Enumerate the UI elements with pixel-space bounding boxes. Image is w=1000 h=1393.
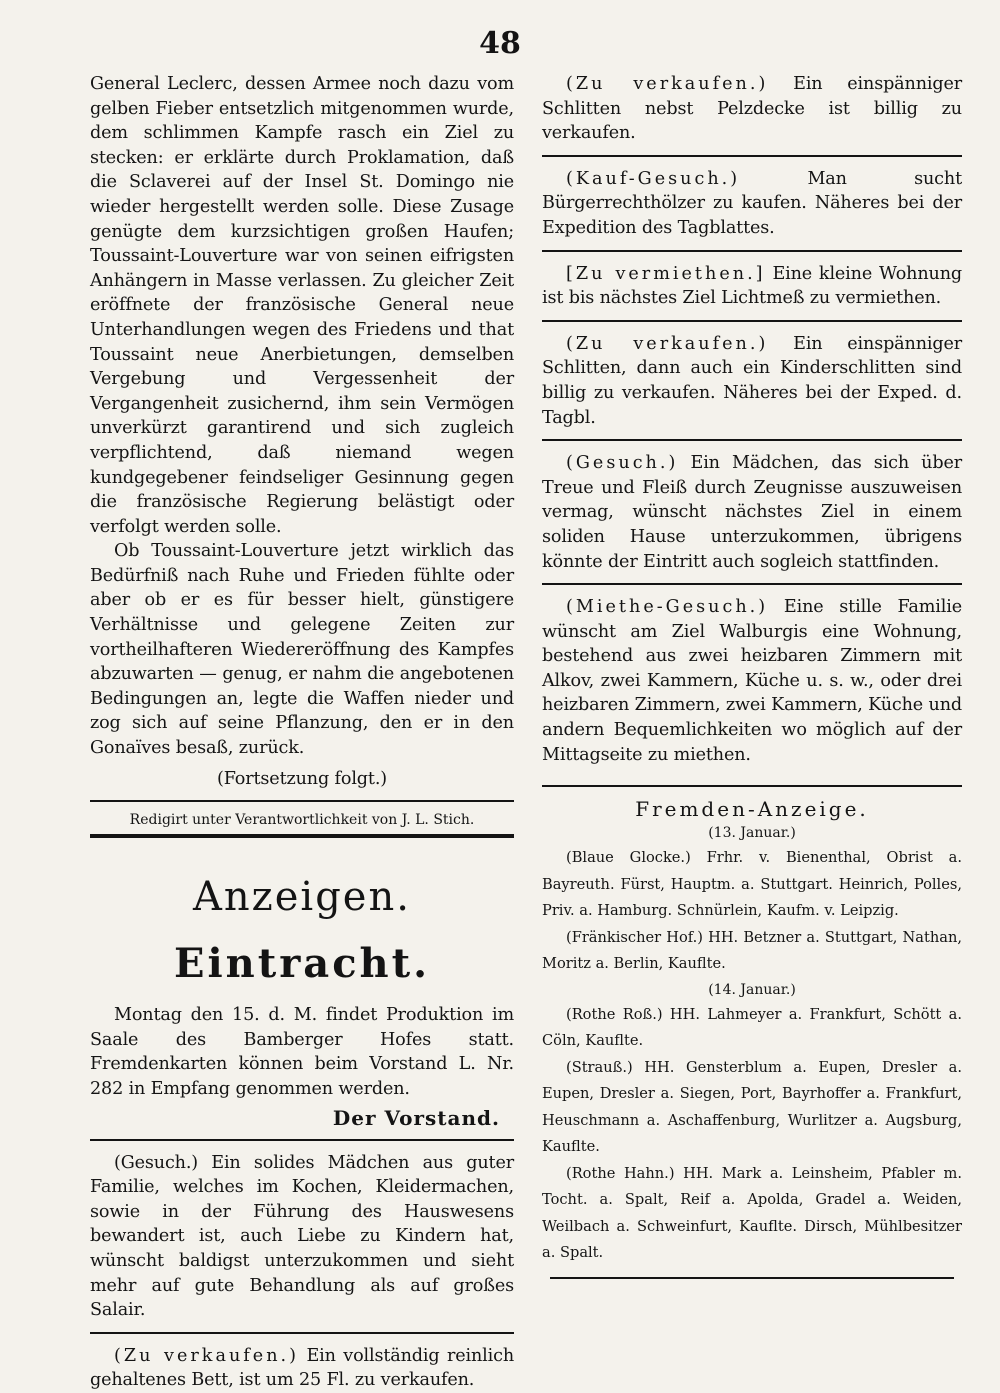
guest-entry: (Rothe Hahn.) HH. Mark a. Leinsheim, Pfabler m. Tocht. a. Spalt, Reif a. Apolda, Gradel a. Weiden, Weilbach a. Schweinfurt, Kauflte. Dirsch, Mühlbesitzer a. Spalt. xyxy=(542,1164,962,1262)
divider xyxy=(542,583,962,585)
story-paragraph-1: General Leclerc, dessen Armee noch dazu vom gelben Fieber entsetzlich mitgenommen wurde, dem schlimmen Kampfe rasch ein Ziel zu stecken: er erklärte durch Proklamation, daß die Sclaverei auf der Insel St. Domingo nie wieder hergestellt werden solle. Diese Zusage genügte dem kurzsichtigen großen Haufen; Toussaint-Louverture war von seinen eifrigsten Anhängern in Masse verlassen. Zu gleicher Zeit eröffnete der französische General neue Unterhandlungen wegen des Friedens und that Toussaint neue Anerbietungen, demselben Vergebung und Vergessenheit der Vergangenheit zusichernd, ihm sein Vermögen unverkürzt garantirend und sich zugleich verpflichtend, daß niemand wegen kundgegebener feindseliger Gesinnung gegen die französische Regierung belästigt oder verfolgt werden solle. xyxy=(90,74,514,537)
ad-text: Ein einspänniger Schlitten, dann auch ein Kinderschlitten sind billig zu verkaufen. Näheres bei der Exped. d. Tagbl. xyxy=(542,333,962,428)
right-column xyxy=(542,72,962,1289)
ad-label: (Gesuch.) xyxy=(114,1152,198,1173)
divider xyxy=(542,155,962,157)
eintracht-signature: Der Vorstand. xyxy=(332,1105,500,1130)
page-number: 48 xyxy=(479,26,521,61)
left-column xyxy=(90,72,514,1393)
eintracht-title: Eintracht. xyxy=(173,940,431,988)
ads-heading: Anzeigen. xyxy=(193,874,411,921)
ad-schlitten-2 xyxy=(542,332,962,430)
ad-text: Ein solides Mädchen aus guter Familie, welches im Kochen, Kleidermachen, sowie in der Führung des Hauswesens bewandert ist, auch Liebe zu Kindern hat, wünscht baldigst unterzukommen und sieht mehr auf gute Behandlung als auf großes Salair. xyxy=(90,1152,514,1321)
story-paragraph-2: Ob Toussaint-Louverture jetzt wirklich das Bedürfniß nach Ruhe und Frieden fühlte oder aber ob er es für besser hielt, günstigere Verhältnisse und gelegene Zeiten zur vortheilhafteren Wiedereröffnung des Kampfes abzuwarten — genug, er nahm die angebotenen Bedingungen an, legte die Waffen nieder und zog sich auf seine Pflanzung, den er in den Gonaïves besaß, zurück. xyxy=(90,541,514,759)
ad-maedchen-gesuch xyxy=(542,451,962,574)
ad-text: Ein Mädchen, das sich über Treue und Fleiß durch Zeugnisse auszuweisen vermag, wünscht nächstes Ziel in einem soliden Hause unterzukommen, übrigens könnte der Eintritt auch sogleich stattfinden. xyxy=(542,453,962,572)
date-heading-14: (14. Januar.) xyxy=(708,981,796,998)
date-heading-13: (13. Januar.) xyxy=(708,825,796,842)
ad-schlitten xyxy=(542,72,962,146)
ad-text: Eine kleine Wohnung ist bis nächstes Ziel Lichtmeß zu vermiethen. xyxy=(542,263,962,309)
divider xyxy=(542,785,962,787)
ad-label: (Miethe-Gesuch.) xyxy=(566,597,769,618)
ad-miethe-gesuch xyxy=(542,595,962,767)
divider xyxy=(550,1277,954,1279)
ad-label: (Zu verkaufen.) xyxy=(566,74,769,94)
ad-text: Man sucht Bürgerrechthölzer zu kaufen. Näheres bei der Expedition des Tagblattes. xyxy=(542,168,962,238)
continued-note: (Fortsetzung folgt.) xyxy=(217,768,387,789)
ad-kauf-gesuch xyxy=(542,167,962,241)
ad-gesuch xyxy=(90,1151,514,1323)
ad-label: (Kauf-Gesuch.) xyxy=(566,168,741,189)
guest-entry: (Rothe Roß.) HH. Lahmeyer a. Frankfurt, Schött a. Cöln, Kauflte. xyxy=(542,1005,962,1050)
ad-label: (Zu verkaufen.) xyxy=(566,333,769,354)
divider xyxy=(90,1332,514,1334)
editor-line: Redigirt unter Verantwortlichkeit von J. L. Stich. xyxy=(129,812,475,829)
guest-entry: (Strauß.) HH. Gensterblum a. Eupen, Dresler a. Eupen, Dresler a. Siegen, Port, Bayrhoffer a. Frankfurt, Heuschmann a. Aschaffenburg, Wurlitzer a. Augsburg, Kauflte. xyxy=(542,1058,962,1156)
ad-bett xyxy=(90,1344,514,1393)
ad-label: (Zu verkaufen.) xyxy=(114,1345,299,1366)
ad-zu-vermiethen xyxy=(542,262,962,311)
ad-text: Eine stille Familie wünscht am Ziel Walburgis eine Wohnung, bestehend aus zwei heizbaren Zimmern mit Alkov, zwei Kammern, Küche u. s. w., oder drei heizbaren Zimmern, zwei Kammern, Küche und andern Bequemlichkeiten wo möglich auf der Mittagseite zu miethen. xyxy=(542,597,962,765)
divider xyxy=(542,250,962,252)
guest-entry: (Fränkischer Hof.) HH. Betzner a. Stuttgart, Nathan, Moritz a. Berlin, Kaufltе. xyxy=(542,928,962,973)
divider xyxy=(542,320,962,322)
divider xyxy=(542,439,962,441)
ad-text: Ein einspänniger Schlitten nebst Pelzdecke ist billig zu verkaufen. xyxy=(542,74,962,144)
divider-thick xyxy=(90,834,514,838)
guest-entry: (Blaue Glocke.) Frhr. v. Bienenthal, Obrist a. Bayreuth. Fürst, Hauptm. a. Stuttgart. Heinrich, Polles, Priv. a. Hamburg. Schnürlein, Kaufm. v. Leipzig. xyxy=(542,849,962,920)
ad-label: (Gesuch.) xyxy=(566,453,679,474)
ad-text: Ein vollständig reinlich gehaltenes Bett, ist um 25 Fl. zu verkaufen. xyxy=(90,1345,515,1391)
divider xyxy=(90,1139,514,1141)
fremden-anzeige-title: Fremden-Anzeige. xyxy=(635,797,869,822)
divider xyxy=(90,800,514,802)
ad-label: [Zu vermiethen.] xyxy=(566,263,766,284)
eintracht-text: Montag den 15. d. M. findet Produktion im Saale des Bamberger Hofes statt. Fremdenkarten können beim Vorstand L. Nr. 282 in Empfang genommen werden. xyxy=(90,1005,514,1099)
